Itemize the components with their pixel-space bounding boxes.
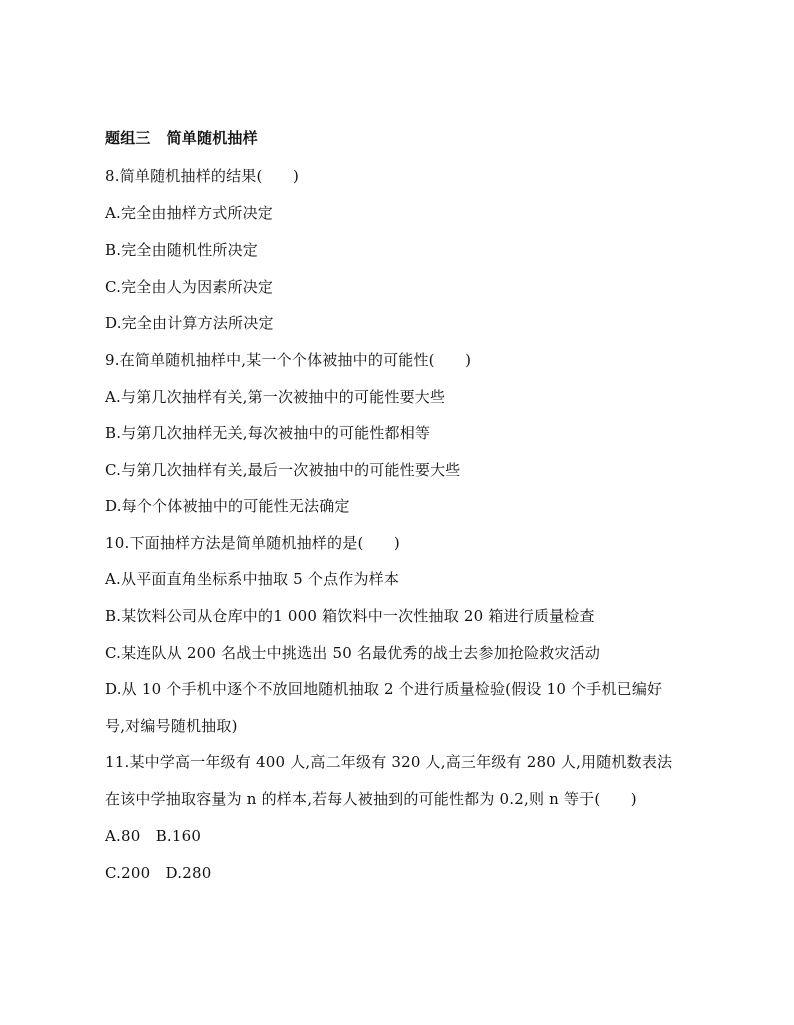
question-10-option-d-continued: 号,对编号随机抽取) [105, 717, 238, 735]
question-10-option-b: B.某饮料公司从仓库中的1 000 箱饮料中一次性抽取 20 箱进行质量检查 [105, 607, 595, 625]
question-8-option-d: D.完全由计算方法所决定 [105, 314, 274, 332]
question-8-option-c: C.完全由人为因素所决定 [105, 278, 274, 296]
section-group-label: 题组三 [105, 129, 151, 147]
question-9-option-c: C.与第几次抽样有关,最后一次被抽中的可能性要大些 [105, 461, 461, 479]
question-10-option-d: D.从 10 个手机中逐个不放回地随机抽取 2 个进行质量检验(假设 10 个手机已编好 [105, 680, 663, 698]
question-10-option-c: C.某连队从 200 名战士中挑选出 50 名最优秀的战士去参加抢险救灾活动 [105, 644, 601, 662]
question-8-stem: 8.简单随机抽样的结果( ) [105, 167, 300, 185]
question-10-option-a: A.从平面直角坐标系中抽取 5 个点作为样本 [105, 570, 400, 588]
question-9-option-d: D.每个个体被抽中的可能性无法确定 [105, 497, 350, 515]
question-11-options-ab: A.80 B.160 [105, 827, 202, 845]
question-9-option-b: B.与第几次抽样无关,每次被抽中的可能性都相等 [105, 424, 431, 442]
question-11-stem-line-2: 在该中学抽取容量为 n 的样本,若每人被抽到的可能性都为 0.2,则 n 等于( ) [105, 790, 637, 808]
question-11-stem-line-1: 11.某中学高一年级有 400 人,高二年级有 320 人,高三年级有 280 人,用随机数表法 [105, 753, 673, 771]
question-9-stem: 9.在简单随机抽样中,某一个个体被抽中的可能性( ) [105, 351, 472, 369]
question-9-option-a: A.与第几次抽样有关,第一次被抽中的可能性要大些 [105, 388, 446, 406]
question-8-option-b: B.完全由随机性所决定 [105, 241, 258, 259]
section-heading [105, 128, 258, 148]
question-8-option-a: A.完全由抽样方式所决定 [105, 204, 274, 222]
question-10-stem: 10.下面抽样方法是简单随机抽样的是( ) [105, 534, 400, 552]
question-11-options-cd: C.200 D.280 [105, 864, 212, 882]
section-title: 简单随机抽样 [166, 129, 258, 147]
